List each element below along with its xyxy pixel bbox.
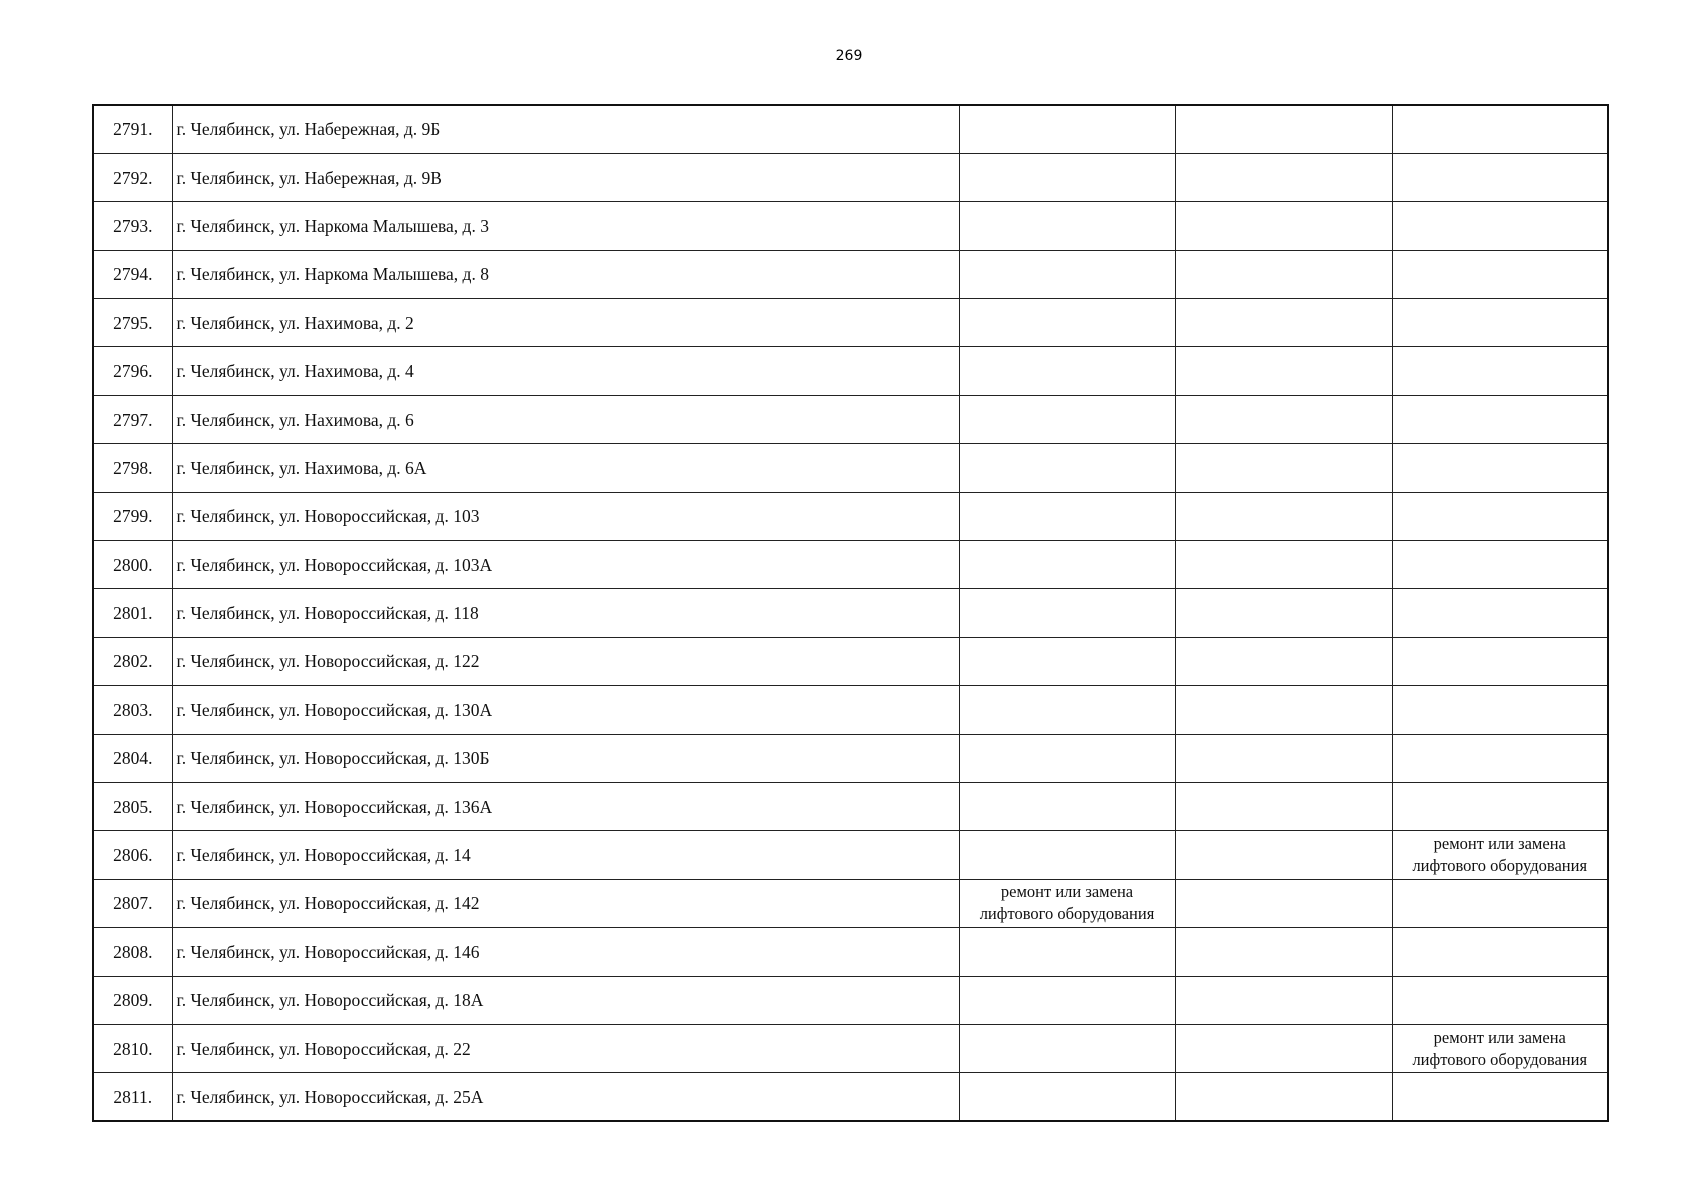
work-type-cell-1 [959, 831, 1175, 879]
table-row [93, 299, 1608, 347]
work-type-cell-3: ремонт или замена лифтового оборудования [1392, 1024, 1608, 1072]
work-type-cell-3 [1392, 637, 1608, 685]
work-type-cell-2 [1175, 347, 1392, 395]
address-cell: г. Челябинск, ул. Новороссийская, д. 103 [172, 492, 959, 540]
work-type-cell-3 [1392, 105, 1608, 153]
table-row [93, 782, 1608, 830]
work-type-cell-2 [1175, 928, 1392, 976]
work-type-cell-2 [1175, 686, 1392, 734]
address-cell: г. Челябинск, ул. Новороссийская, д. 22 [172, 1024, 959, 1072]
work-type-cell-1 [959, 928, 1175, 976]
address-cell: г. Челябинск, ул. Набережная, д. 9В [172, 153, 959, 201]
register-table [92, 104, 1609, 1122]
address-cell: г. Челябинск, ул. Новороссийская, д. 146 [172, 928, 959, 976]
work-type-cell-3 [1392, 250, 1608, 298]
work-type-cell-1 [959, 492, 1175, 540]
work-type-cell-2 [1175, 541, 1392, 589]
work-type-cell-1 [959, 250, 1175, 298]
row-number-cell: 2795. [93, 299, 172, 347]
work-type-cell-3: ремонт или замена лифтового оборудования [1392, 831, 1608, 879]
work-type-cell-2 [1175, 299, 1392, 347]
table-row [93, 1073, 1608, 1121]
table-row [93, 492, 1608, 540]
row-number-cell: 2805. [93, 782, 172, 830]
work-type-cell-2 [1175, 105, 1392, 153]
work-type-cell-2 [1175, 976, 1392, 1024]
table-row [93, 734, 1608, 782]
address-cell: г. Челябинск, ул. Нахимова, д. 6А [172, 444, 959, 492]
table-row [93, 928, 1608, 976]
work-type-cell-2 [1175, 589, 1392, 637]
work-type-cell-1 [959, 202, 1175, 250]
work-type-cell-1 [959, 686, 1175, 734]
row-number-cell: 2797. [93, 395, 172, 443]
row-number-cell: 2811. [93, 1073, 172, 1121]
work-type-cell-3 [1392, 686, 1608, 734]
table-row [93, 395, 1608, 443]
table-row [93, 541, 1608, 589]
table-row [93, 444, 1608, 492]
work-type-cell-1 [959, 299, 1175, 347]
table-row [93, 589, 1608, 637]
row-number-cell: 2803. [93, 686, 172, 734]
table-row [93, 105, 1608, 153]
address-cell: г. Челябинск, ул. Новороссийская, д. 118 [172, 589, 959, 637]
work-type-cell-2 [1175, 153, 1392, 201]
table-row [93, 686, 1608, 734]
table-row [93, 637, 1608, 685]
work-type-cell-3 [1392, 299, 1608, 347]
row-number-cell: 2808. [93, 928, 172, 976]
work-type-cell-3 [1392, 347, 1608, 395]
register-table-body [93, 105, 1608, 1121]
work-type-cell-3 [1392, 976, 1608, 1024]
work-type-cell-3 [1392, 734, 1608, 782]
work-type-cell-1: ремонт или замена лифтового оборудования [959, 879, 1175, 927]
work-type-cell-2 [1175, 782, 1392, 830]
row-number-cell: 2801. [93, 589, 172, 637]
work-type-cell-3 [1392, 928, 1608, 976]
work-type-cell-2 [1175, 1024, 1392, 1072]
row-number-cell: 2793. [93, 202, 172, 250]
work-type-cell-3 [1392, 492, 1608, 540]
row-number-cell: 2798. [93, 444, 172, 492]
address-cell: г. Челябинск, ул. Новороссийская, д. 122 [172, 637, 959, 685]
work-type-cell-3 [1392, 541, 1608, 589]
work-type-cell-1 [959, 734, 1175, 782]
row-number-cell: 2806. [93, 831, 172, 879]
work-type-cell-2 [1175, 202, 1392, 250]
row-number-cell: 2796. [93, 347, 172, 395]
work-type-cell-1 [959, 105, 1175, 153]
work-type-cell-3 [1392, 782, 1608, 830]
row-number-cell: 2792. [93, 153, 172, 201]
table-row [93, 202, 1608, 250]
address-cell: г. Челябинск, ул. Новороссийская, д. 25А [172, 1073, 959, 1121]
address-cell: г. Челябинск, ул. Новороссийская, д. 18А [172, 976, 959, 1024]
work-type-cell-1 [959, 782, 1175, 830]
row-number-cell: 2791. [93, 105, 172, 153]
work-type-cell-3 [1392, 395, 1608, 443]
row-number-cell: 2794. [93, 250, 172, 298]
row-number-cell: 2809. [93, 976, 172, 1024]
work-type-cell-1 [959, 1024, 1175, 1072]
work-type-cell-3 [1392, 589, 1608, 637]
work-type-cell-1 [959, 1073, 1175, 1121]
work-type-cell-1 [959, 637, 1175, 685]
table-row [93, 153, 1608, 201]
work-type-cell-1 [959, 589, 1175, 637]
address-cell: г. Челябинск, ул. Нахимова, д. 4 [172, 347, 959, 395]
work-type-cell-2 [1175, 492, 1392, 540]
row-number-cell: 2799. [93, 492, 172, 540]
address-cell: г. Челябинск, ул. Новороссийская, д. 14 [172, 831, 959, 879]
work-type-cell-1 [959, 976, 1175, 1024]
work-type-cell-1 [959, 153, 1175, 201]
row-number-cell: 2800. [93, 541, 172, 589]
table-row [93, 250, 1608, 298]
table-row [93, 347, 1608, 395]
work-type-cell-1 [959, 395, 1175, 443]
address-cell: г. Челябинск, ул. Наркома Малышева, д. 3 [172, 202, 959, 250]
address-cell: г. Челябинск, ул. Новороссийская, д. 103А [172, 541, 959, 589]
work-type-cell-2 [1175, 831, 1392, 879]
work-type-cell-2 [1175, 395, 1392, 443]
work-type-cell-2 [1175, 734, 1392, 782]
table-row [93, 976, 1608, 1024]
address-cell: г. Челябинск, ул. Наркома Малышева, д. 8 [172, 250, 959, 298]
address-cell: г. Челябинск, ул. Нахимова, д. 6 [172, 395, 959, 443]
table-row [93, 879, 1608, 927]
work-type-cell-1 [959, 347, 1175, 395]
work-type-cell-3 [1392, 202, 1608, 250]
work-type-cell-3 [1392, 1073, 1608, 1121]
table-row [93, 1024, 1608, 1072]
work-type-cell-1 [959, 444, 1175, 492]
address-cell: г. Челябинск, ул. Новороссийская, д. 130А [172, 686, 959, 734]
work-type-cell-1 [959, 541, 1175, 589]
row-number-cell: 2807. [93, 879, 172, 927]
table-row [93, 831, 1608, 879]
row-number-cell: 2802. [93, 637, 172, 685]
work-type-cell-2 [1175, 879, 1392, 927]
row-number-cell: 2810. [93, 1024, 172, 1072]
address-cell: г. Челябинск, ул. Новороссийская, д. 130Б [172, 734, 959, 782]
address-cell: г. Челябинск, ул. Нахимова, д. 2 [172, 299, 959, 347]
row-number-cell: 2804. [93, 734, 172, 782]
address-cell: г. Челябинск, ул. Новороссийская, д. 142 [172, 879, 959, 927]
work-type-cell-2 [1175, 250, 1392, 298]
work-type-cell-3 [1392, 153, 1608, 201]
page-number: 269 [835, 48, 863, 64]
work-type-cell-2 [1175, 444, 1392, 492]
work-type-cell-2 [1175, 1073, 1392, 1121]
work-type-cell-3 [1392, 444, 1608, 492]
work-type-cell-3 [1392, 879, 1608, 927]
address-cell: г. Челябинск, ул. Набережная, д. 9Б [172, 105, 959, 153]
address-cell: г. Челябинск, ул. Новороссийская, д. 136А [172, 782, 959, 830]
work-type-cell-2 [1175, 637, 1392, 685]
